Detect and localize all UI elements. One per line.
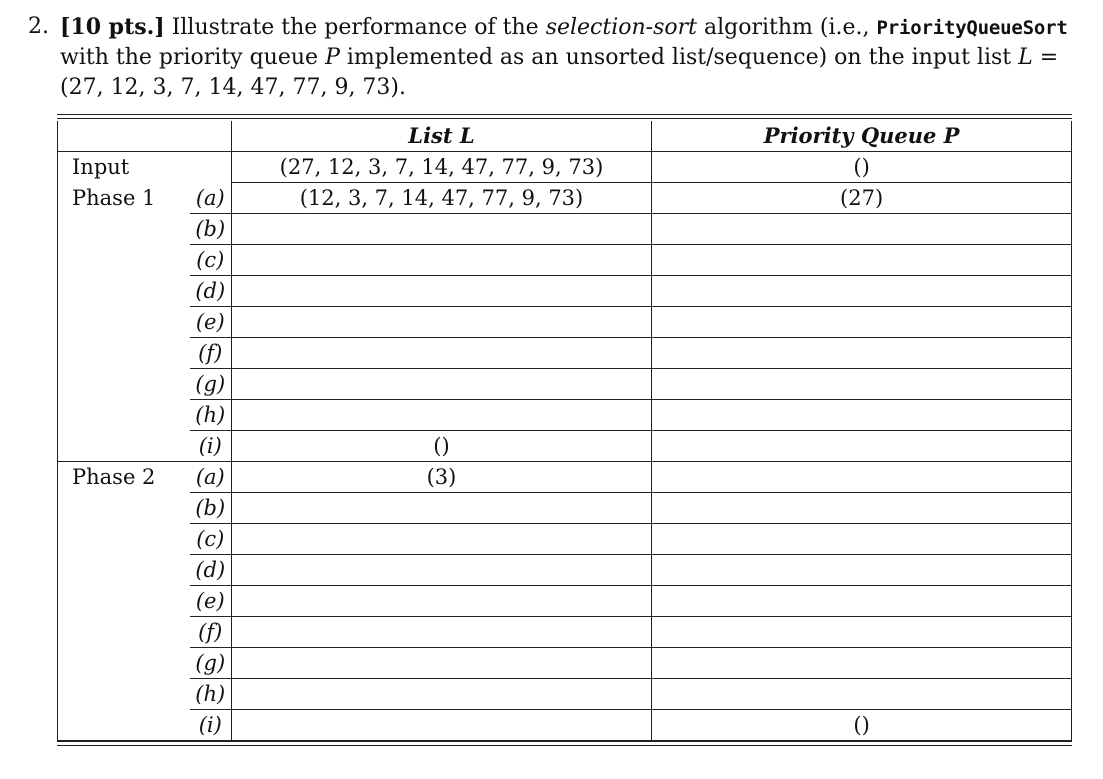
table-row	[58, 524, 1072, 555]
list-cell[interactable]: (3)	[231, 462, 651, 493]
list-cell[interactable]	[231, 214, 651, 245]
list-cell[interactable]	[231, 586, 651, 617]
problem-points: [10 pts.]	[60, 14, 165, 40]
table-row	[58, 276, 1072, 307]
step-label: (i)	[190, 710, 231, 741]
list-cell[interactable]: (12, 3, 7, 14, 47, 77, 9, 73)	[231, 183, 651, 214]
pq-cell[interactable]	[652, 617, 1072, 648]
list-cell[interactable]	[231, 617, 651, 648]
problem-text-part1: Illustrate the performance of the	[171, 15, 539, 40]
list-cell[interactable]	[231, 307, 651, 338]
step-label: (c)	[190, 524, 231, 555]
table-row	[58, 245, 1072, 276]
step-label: (b)	[190, 493, 231, 524]
list-cell[interactable]	[231, 679, 651, 710]
pq-cell[interactable]	[652, 276, 1072, 307]
bottom-rule-double	[57, 745, 1072, 746]
step-label: (h)	[190, 400, 231, 431]
table-row	[58, 462, 1072, 493]
step-label: (e)	[190, 307, 231, 338]
step-label: (f)	[190, 338, 231, 369]
table-row	[58, 679, 1072, 710]
pq-cell[interactable]	[652, 245, 1072, 276]
pq-cell[interactable]	[652, 462, 1072, 493]
step-label: (d)	[190, 276, 231, 307]
problem-text-part2: algorithm (i.e.,	[704, 15, 870, 40]
phase-label: Phase 1	[58, 183, 190, 214]
input-label: Input	[58, 152, 190, 183]
table-row	[58, 369, 1072, 400]
pq-cell[interactable]: ()	[652, 710, 1072, 741]
pq-cell[interactable]: (27)	[652, 183, 1072, 214]
problem-statement	[28, 12, 1078, 103]
pq-cell[interactable]	[652, 586, 1072, 617]
input-row	[58, 152, 1072, 183]
step-label: (h)	[190, 679, 231, 710]
header-priority-queue: Priority Queue P	[763, 123, 960, 148]
table-row	[58, 338, 1072, 369]
step-label: (f)	[190, 617, 231, 648]
table-row	[58, 555, 1072, 586]
pq-cell[interactable]	[652, 431, 1072, 462]
pq-cell[interactable]	[652, 555, 1072, 586]
table-row	[58, 710, 1072, 741]
list-cell[interactable]	[231, 245, 651, 276]
step-label: (e)	[190, 586, 231, 617]
table-row	[58, 307, 1072, 338]
table-row	[58, 648, 1072, 679]
table-row	[58, 617, 1072, 648]
phase-label: Phase 2	[58, 462, 190, 493]
top-rule	[57, 114, 1072, 115]
list-cell[interactable]	[231, 369, 651, 400]
pq-cell[interactable]	[652, 648, 1072, 679]
problem-text	[60, 12, 1078, 103]
pq-cell[interactable]	[652, 369, 1072, 400]
header-row	[58, 121, 1072, 152]
input-list: (27, 12, 3, 7, 14, 47, 77, 9, 73).	[60, 75, 407, 100]
table-row	[58, 400, 1072, 431]
list-cell[interactable]	[231, 400, 651, 431]
pq-cell[interactable]	[652, 524, 1072, 555]
top-rule-double	[57, 118, 1072, 119]
pq-cell[interactable]	[652, 214, 1072, 245]
table-row	[58, 586, 1072, 617]
header-list: List L	[408, 123, 475, 148]
list-cell[interactable]: ()	[231, 431, 651, 462]
variable-l: L	[1018, 45, 1033, 70]
step-label: (c)	[190, 245, 231, 276]
pq-cell[interactable]	[652, 400, 1072, 431]
code-name: PriorityQueueSort	[876, 17, 1068, 39]
list-cell[interactable]	[231, 710, 651, 741]
list-cell[interactable]	[231, 493, 651, 524]
pq-cell[interactable]	[652, 307, 1072, 338]
list-cell[interactable]	[231, 648, 651, 679]
list-cell[interactable]	[231, 276, 651, 307]
algorithm-name: selection-sort	[545, 15, 697, 40]
pq-cell[interactable]	[652, 338, 1072, 369]
step-label: (g)	[190, 648, 231, 679]
step-label: (i)	[190, 431, 231, 462]
step-label: (b)	[190, 214, 231, 245]
list-cell[interactable]	[231, 338, 651, 369]
problem-number: 2.	[28, 14, 49, 39]
list-cell[interactable]	[231, 524, 651, 555]
problem-text-part4: implemented as an unsorted list/sequence) on the input list	[346, 45, 1012, 70]
bottom-rule	[57, 741, 1072, 742]
table-grid	[57, 121, 1072, 741]
step-label: (a)	[190, 462, 231, 493]
pq-cell[interactable]	[652, 679, 1072, 710]
list-cell[interactable]	[231, 555, 651, 586]
input-list-cell: (27, 12, 3, 7, 14, 47, 77, 9, 73)	[231, 152, 651, 183]
step-label: (g)	[190, 369, 231, 400]
step-label: (d)	[190, 555, 231, 586]
input-pq-cell: ()	[652, 152, 1072, 183]
variable-p: P	[325, 45, 340, 70]
equals-sign: =	[1039, 45, 1059, 70]
table-row	[58, 431, 1072, 462]
pq-cell[interactable]	[652, 493, 1072, 524]
table-row	[58, 214, 1072, 245]
problem-text-part3: with the priority queue	[60, 45, 319, 70]
step-label: (a)	[190, 183, 231, 214]
table-row	[58, 493, 1072, 524]
table-row	[58, 183, 1072, 214]
